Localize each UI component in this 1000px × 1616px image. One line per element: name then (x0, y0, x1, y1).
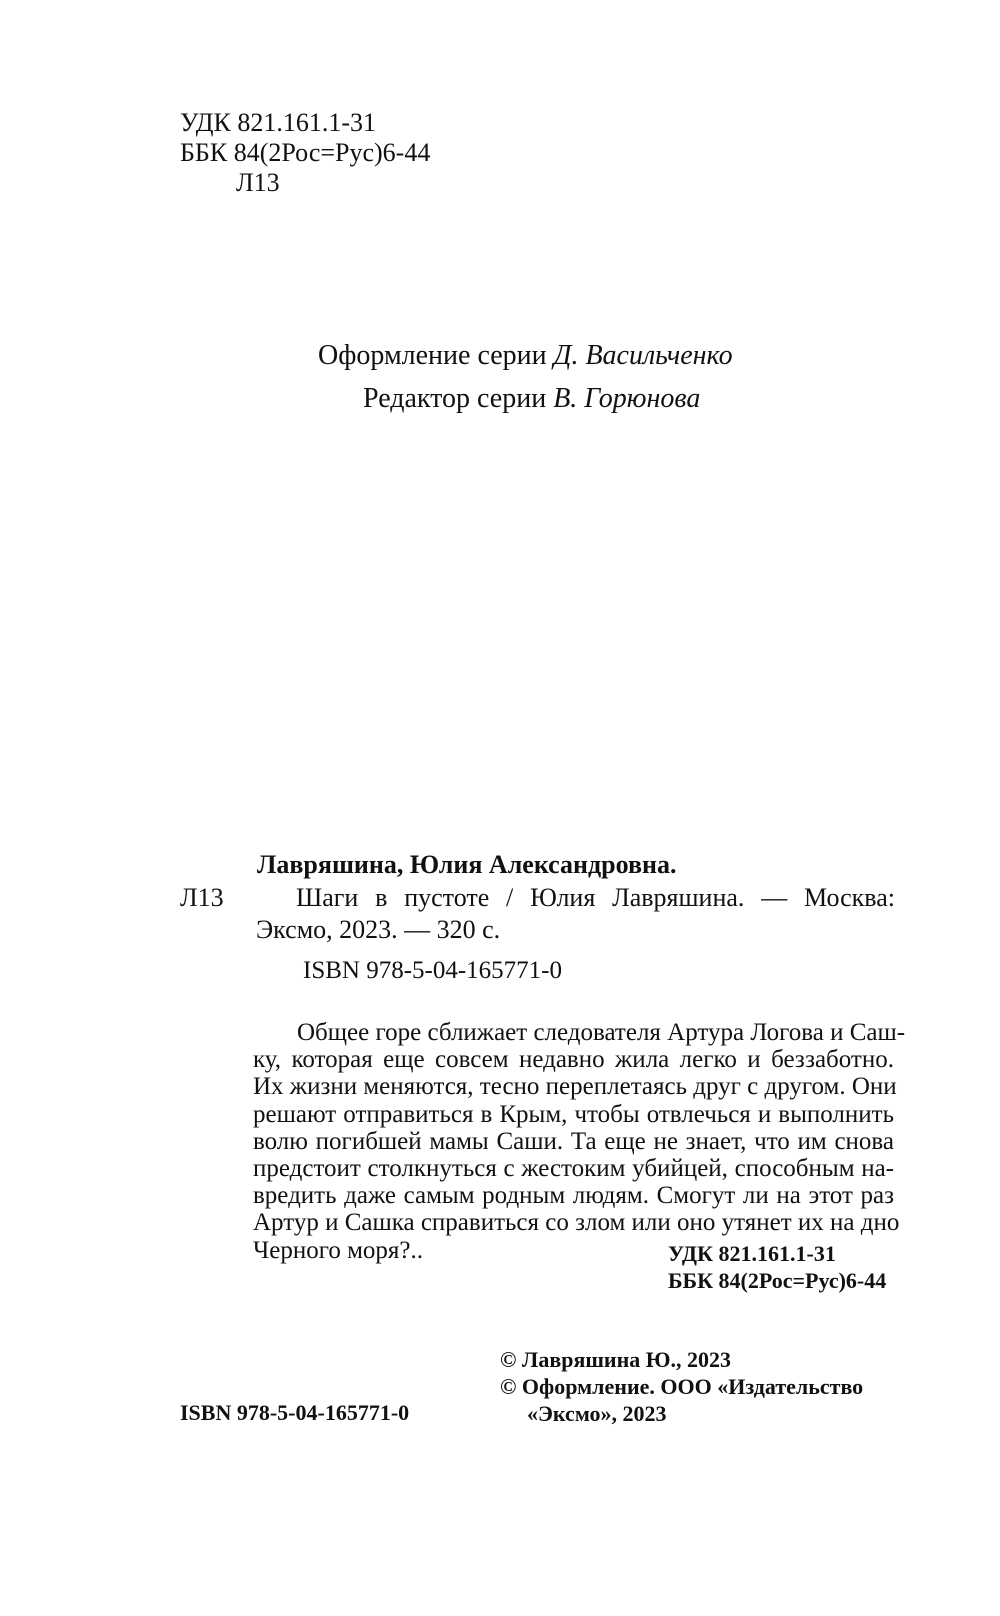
classification-bbk: ББК 84(2Рос=Рус)6-44 (668, 1268, 887, 1293)
annotation-line: вредить даже самым родным людям. Смогут ли на этот раз (253, 1182, 894, 1210)
copyright-block (500, 1346, 863, 1427)
series-editor-credit (363, 385, 700, 413)
catalog-isbn: ISBN 978-5-04-165771-0 (303, 957, 563, 984)
copyright-publisher: «Эксмо», 2023 (527, 1401, 667, 1426)
series-design-credit (318, 342, 733, 370)
annotation-line: ку, которая еще совсем недавно жила легко и беззаботно. (253, 1046, 894, 1074)
annotation-line: волю погибшей мамы Саши. Та еще не знает, что им снова (253, 1127, 894, 1155)
catalog-title-line-2: Эксмо, 2023. — 320 с. (256, 915, 501, 944)
footer-isbn: ISBN 978-5-04-165771-0 (180, 1400, 410, 1425)
series-editor-role: Редактор серии (363, 383, 547, 414)
annotation-line: предстоит столкнуться с жестоким убийцей, способным на- (253, 1154, 894, 1182)
annotation-line: Черного моря?.. (253, 1236, 424, 1264)
copyright-design: © Оформление. ООО «Издательство (500, 1374, 864, 1399)
annotation-line: Общее горе сближает следователя Артура Логова и Саш- (297, 1019, 906, 1046)
annotation-paragraph (253, 1019, 906, 1264)
catalog-author-heading: Лавряшина, Юлия Александровна. (257, 850, 677, 879)
classification-udk: УДК 821.161.1-31 (668, 1241, 836, 1266)
series-editor-name: В. Горюнова (553, 383, 701, 414)
series-design-name: Д. Васильченко (553, 340, 733, 371)
annotation-line: Их жизни меняются, тесно переплетаясь друг с другом. Они (253, 1073, 897, 1101)
series-design-role: Оформление серии (318, 340, 547, 371)
catalog-title-line-1: Шаги в пустоте / Юлия Лавряшина. — Москва: (296, 883, 895, 912)
annotation-line: решают отправиться в Крым, чтобы отвлечься и выполнить (253, 1100, 894, 1128)
header-bbk: ББК 84(2Рос=Рус)6-44 (180, 138, 431, 167)
catalog-author-mark: Л13 (180, 883, 224, 912)
copyright-author: © Лавряшина Ю., 2023 (500, 1347, 732, 1372)
annotation-line: Артур и Сашка справиться со злом или оно утянет их на дно (253, 1209, 900, 1237)
header-author-mark: Л13 (236, 168, 280, 197)
header-udk: УДК 821.161.1-31 (180, 108, 377, 137)
